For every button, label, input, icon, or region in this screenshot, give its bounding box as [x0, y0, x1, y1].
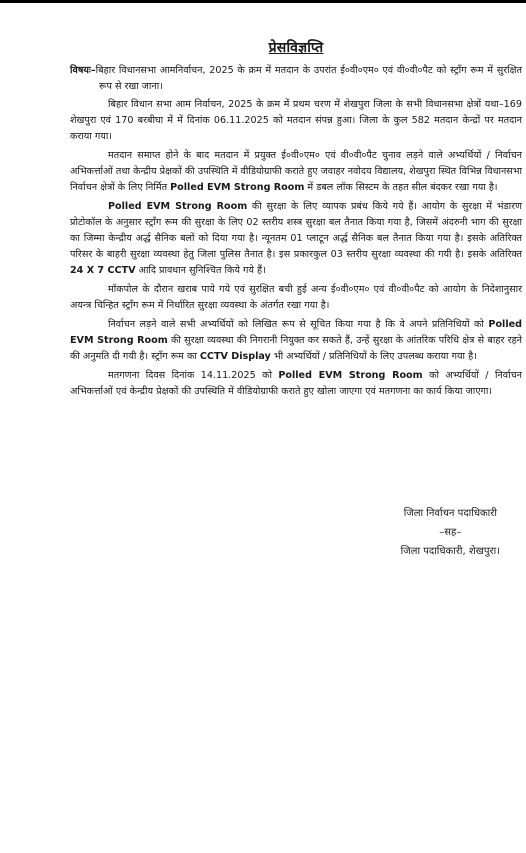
paragraph-5-text-a: निर्वाचन लड़ने वाले सभी अभ्यर्थियों को लिखित रूप से सूचित किया गया है कि वे अपने प्रतिनिधियों को	[108, 319, 484, 330]
paragraph-5-bold-2: CCTV Display	[199, 351, 271, 362]
paragraph-1: बिहार विधान सभा आम निर्वाचन, 2025 के क्रम में प्रथम चरण में शेखपुरा जिला के सभी विधानसभा क्षेत्रों यथा–169 शेखपुरा एवं 170 बरबीघा में में दिनांक 06.11.2025 को मतदान संपन्न हुआ। जिला के कुल 582 मतदान केन्द्रों पर मतदान कराया गया।	[70, 99, 522, 142]
paragraph-5	[70, 317, 522, 365]
press-release-document	[70, 38, 522, 403]
paragraph-6-bold: Polled EVM Strong Room	[278, 370, 423, 381]
paragraph-3-bold-2: 24 X 7 CCTV	[70, 265, 136, 276]
paragraph-5-bold-1: Polled EVM Strong Room	[70, 319, 522, 346]
paragraph-3-text-b: आदि प्रावधान सुनिश्चित किये गये हैं।	[138, 265, 266, 276]
paragraph-6-text-b: को अभ्यर्थियों / निर्वाचन अभिकर्त्ताओं एवं केन्द्रीय प्रेक्षकों की उपस्थिति में वीडियोग्राफी कराते हुए खोला जाएगा एवं मतगणना का कार्य किया जाएगा।	[70, 370, 522, 397]
paragraph-3-text-a: की सुरक्षा के लिए व्यापक प्रबंध किये गये हैं। आयोग के सुरक्षा में भंडारण प्रोटोकॉल के अनुसार स्ट्राँग रूम की सुरक्षा के लिए 02 स्तरीय शस्त्र सुरक्षा बल तैनात किया गया है, जिसमें अंदरुनी भाग की सुरक्षा का जिम्मा केन्द्रीय अर्द्ध सैनिक बलों को दिया गया है। न्यूनतम 01 प्लाटून अर्द्ध सैनिक बल तैनात किया गया है। इसके अतिरिक्त परिसर के बाहरी सुरक्षा व्यवस्था हेतु जिला पुलिस तैनात है। इस प्रकारकुल 03 स्तरीय सुरक्षा व्यवस्था की गयी है। इसके अतिरिक्त	[70, 201, 522, 260]
top-border	[0, 0, 526, 3]
signature-line-3: जिला पदाधिकारी, शेखपुरा।	[400, 546, 500, 557]
paragraph-2-text-b: में डबल लॉक सिस्टम के तहत सील बंदकर रखा गया है।	[307, 182, 498, 193]
paragraph-3	[70, 199, 522, 279]
subject-line	[70, 63, 522, 95]
paragraph-2	[70, 148, 522, 196]
paragraph-6-text-a: मतगणना दिवस दिनांक 14.11.2025 को	[108, 370, 272, 381]
subject-label: विषयः–	[70, 65, 96, 76]
paragraph-3-bold-1: Polled EVM Strong Room	[108, 201, 248, 212]
subject-text: बिहार विधानसभा आमनिर्वाचन, 2025 के क्रम में मतदान के उपरांत ई०वी०एम० एवं वी०वी०पैट को स्ट्राँग रूम में सुरक्षित रूप से रखा जाना।	[95, 65, 522, 92]
signature-line-1: जिला निर्वाचन पदाधिकारी	[403, 508, 497, 519]
document-title: प्रेसविज्ञप्ति	[268, 40, 324, 56]
signature-block	[401, 504, 500, 561]
paragraph-2-bold: Polled EVM Strong Room	[170, 182, 305, 193]
paragraph-5-text-c: भी अभ्यर्थियों / प्रतिनिधियों के लिए उपलब्ध कराया गया है।	[273, 351, 477, 362]
paragraph-6	[70, 368, 522, 400]
signature-line-2: –सह–	[439, 527, 462, 538]
paragraph-4: मॉकपोल के दौरान खराब पाये गये एवं सुरक्षित बची हुई अन्य ई०वी०एम० एवं वी०वी०पैट को आयोग के निदेशानुसार अयन्त्र चिन्हित स्ट्राँग रूम में निर्धारित सुरक्षा व्यवस्था के अंतर्गत रखा गया है।	[70, 284, 522, 311]
paragraph-2-text-a: मतदान समाप्त होने के बाद मतदान में प्रयुक्त ई०वी०एम० एवं वी०वी०पैट चुनाव लड़ने वाले अभ्यर्थियों / निर्वाचन अभिकर्त्ताओं तथा केन्द्रीय प्रेक्षकों की उपस्थिति में वीडियोग्राफी कराते हुए जवाहर नवोदय विद्यालय, शेखपुरा स्थित विभिन्न विधानसभा निर्वाचन क्षेत्रों के लिए निर्मित	[70, 150, 522, 193]
paragraph-5-text-b: की सुरक्षा व्यवस्था की निगरानी नियुक्त कर सकते हैं, उन्हें सुरक्षा के आंतरिक परिधि क्षेत्र से बाहर रहने की अनुमति दी गयी है। स्ट्राँग रूम का	[70, 335, 522, 362]
